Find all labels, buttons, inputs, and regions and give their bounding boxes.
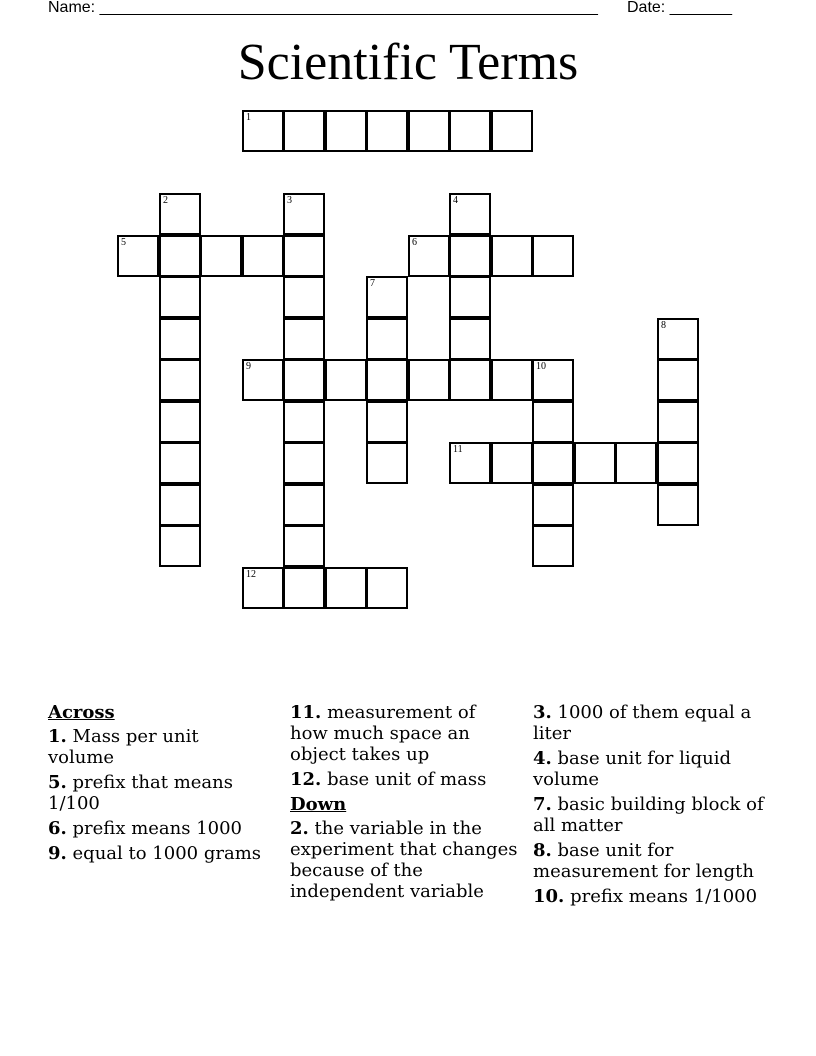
crossword-cell[interactable]: [283, 235, 325, 277]
down-clue: [533, 886, 773, 907]
across-heading: Across: [48, 702, 115, 723]
crossword-cell[interactable]: [532, 359, 574, 401]
crossword-cell[interactable]: [366, 401, 408, 443]
crossword-cell[interactable]: [657, 401, 699, 443]
crossword-cell[interactable]: [159, 484, 201, 526]
crossword-cell[interactable]: [449, 110, 491, 152]
crossword-cell[interactable]: [283, 525, 325, 567]
crossword-cell[interactable]: [449, 276, 491, 318]
crossword-cell[interactable]: [408, 235, 450, 277]
crossword-cell[interactable]: [325, 359, 367, 401]
clue-number: 8.: [533, 840, 552, 861]
crossword-cell[interactable]: [283, 359, 325, 401]
crossword-cell[interactable]: [159, 276, 201, 318]
crossword-cell[interactable]: [491, 110, 533, 152]
crossword-cell[interactable]: [532, 235, 574, 277]
across-clue: [290, 769, 518, 790]
crossword-cell[interactable]: [366, 442, 408, 484]
clue-number: 12: [246, 569, 256, 580]
clue-number: 1.: [48, 726, 67, 747]
clue-text: prefix that means 1/100: [48, 772, 233, 814]
crossword-cell[interactable]: [117, 235, 159, 277]
crossword-cell[interactable]: [366, 567, 408, 609]
clue-text: base unit for liquid volume: [533, 748, 732, 790]
clue-number: 4.: [533, 748, 552, 769]
clue-number: 11: [453, 444, 463, 455]
crossword-cell[interactable]: [366, 276, 408, 318]
crossword-cell[interactable]: [449, 359, 491, 401]
crossword-cell[interactable]: [532, 484, 574, 526]
crossword-cell[interactable]: [449, 193, 491, 235]
page-title: Scientific Terms: [237, 34, 579, 91]
crossword-cell[interactable]: [657, 359, 699, 401]
clue-text: measurement of how much space an object takes up: [290, 702, 476, 765]
crossword-cell[interactable]: [283, 110, 325, 152]
crossword-cell[interactable]: [325, 110, 367, 152]
clue-text: the variable in the experiment that changes because of the independent variable: [290, 818, 518, 902]
crossword-cell[interactable]: [449, 442, 491, 484]
crossword-cell[interactable]: [159, 318, 201, 360]
crossword-cell[interactable]: [159, 401, 201, 443]
clue-number: 6.: [48, 818, 67, 839]
clue-number: 3: [287, 195, 292, 206]
clue-number: 9.: [48, 843, 67, 864]
crossword-cell[interactable]: [283, 567, 325, 609]
down-clue: [290, 818, 518, 902]
across-clue: [48, 726, 268, 768]
crossword-cell[interactable]: [159, 525, 201, 567]
across-clue: [48, 843, 268, 864]
clue-column-3: [533, 702, 773, 911]
crossword-cell[interactable]: [242, 567, 284, 609]
across-clue: [290, 702, 518, 765]
clue-number: 7: [370, 278, 375, 289]
clue-text: equal to 1000 grams: [72, 843, 261, 864]
down-heading: Down: [290, 794, 347, 815]
clue-number: 7.: [533, 794, 552, 815]
clue-number: 2.: [290, 818, 309, 839]
crossword-cell[interactable]: [532, 525, 574, 567]
clue-number: 1: [246, 112, 251, 123]
name-field[interactable]: Name: ________________________________________________________: [48, 0, 598, 16]
across-clue: [48, 772, 268, 814]
clue-number: 12.: [290, 769, 322, 790]
crossword-cell[interactable]: [532, 401, 574, 443]
crossword-cell[interactable]: [532, 442, 574, 484]
down-clue: [533, 748, 773, 790]
clue-number: 5: [121, 237, 126, 248]
down-clue: [533, 702, 773, 744]
crossword-cell[interactable]: [283, 484, 325, 526]
crossword-cell[interactable]: [242, 359, 284, 401]
clue-text: base unit for measurement for length: [533, 840, 754, 882]
crossword-cell[interactable]: [159, 359, 201, 401]
clue-number: 5.: [48, 772, 67, 793]
crossword-cell[interactable]: [325, 567, 367, 609]
crossword-cell[interactable]: [408, 110, 450, 152]
crossword-cell[interactable]: [615, 442, 657, 484]
date-field[interactable]: Date: _______: [627, 0, 732, 16]
clue-column-1: [48, 702, 268, 868]
crossword-cell[interactable]: [657, 318, 699, 360]
crossword-cell[interactable]: [574, 442, 616, 484]
clue-number: 3.: [533, 702, 552, 723]
crossword-cell[interactable]: [200, 235, 242, 277]
crossword-cell[interactable]: [657, 442, 699, 484]
crossword-cell[interactable]: [449, 235, 491, 277]
clue-number: 6: [412, 237, 417, 248]
clue-text: 1000 of them equal a liter: [533, 702, 752, 744]
crossword-cell[interactable]: [366, 359, 408, 401]
crossword-cell[interactable]: [242, 235, 284, 277]
crossword-cell[interactable]: [159, 193, 201, 235]
crossword-cell[interactable]: [159, 235, 201, 277]
crossword-cell[interactable]: [657, 484, 699, 526]
clue-column-2: [290, 702, 518, 906]
clue-number: 9: [246, 361, 251, 372]
crossword-cell[interactable]: [159, 442, 201, 484]
clue-number: 11.: [290, 702, 322, 723]
clue-text: Mass per unit volume: [48, 726, 199, 768]
clue-text: base unit of mass: [327, 769, 487, 790]
clue-number: 2: [163, 195, 168, 206]
clue-text: prefix means 1/1000: [570, 886, 758, 907]
clue-number: 10.: [533, 886, 565, 907]
down-clue: [533, 840, 773, 882]
crossword-cell[interactable]: [491, 235, 533, 277]
crossword-cell[interactable]: [283, 276, 325, 318]
crossword-cell[interactable]: [366, 318, 408, 360]
crossword-cell[interactable]: [283, 401, 325, 443]
clue-number: 8: [661, 320, 666, 331]
clue-number: 10: [536, 361, 546, 372]
crossword-cell[interactable]: [283, 442, 325, 484]
crossword-cell[interactable]: [449, 318, 491, 360]
crossword-cell[interactable]: [242, 110, 284, 152]
down-clue: [533, 794, 773, 836]
crossword-cell[interactable]: [408, 359, 450, 401]
clue-text: prefix means 1000: [72, 818, 243, 839]
clue-number: 4: [453, 195, 458, 206]
crossword-cell[interactable]: [491, 442, 533, 484]
crossword-cell[interactable]: [283, 318, 325, 360]
crossword-cell[interactable]: [491, 359, 533, 401]
clue-text: basic building block of all matter: [533, 794, 764, 836]
crossword-cell[interactable]: [366, 110, 408, 152]
across-clue: [48, 818, 268, 839]
crossword-cell[interactable]: [283, 193, 325, 235]
